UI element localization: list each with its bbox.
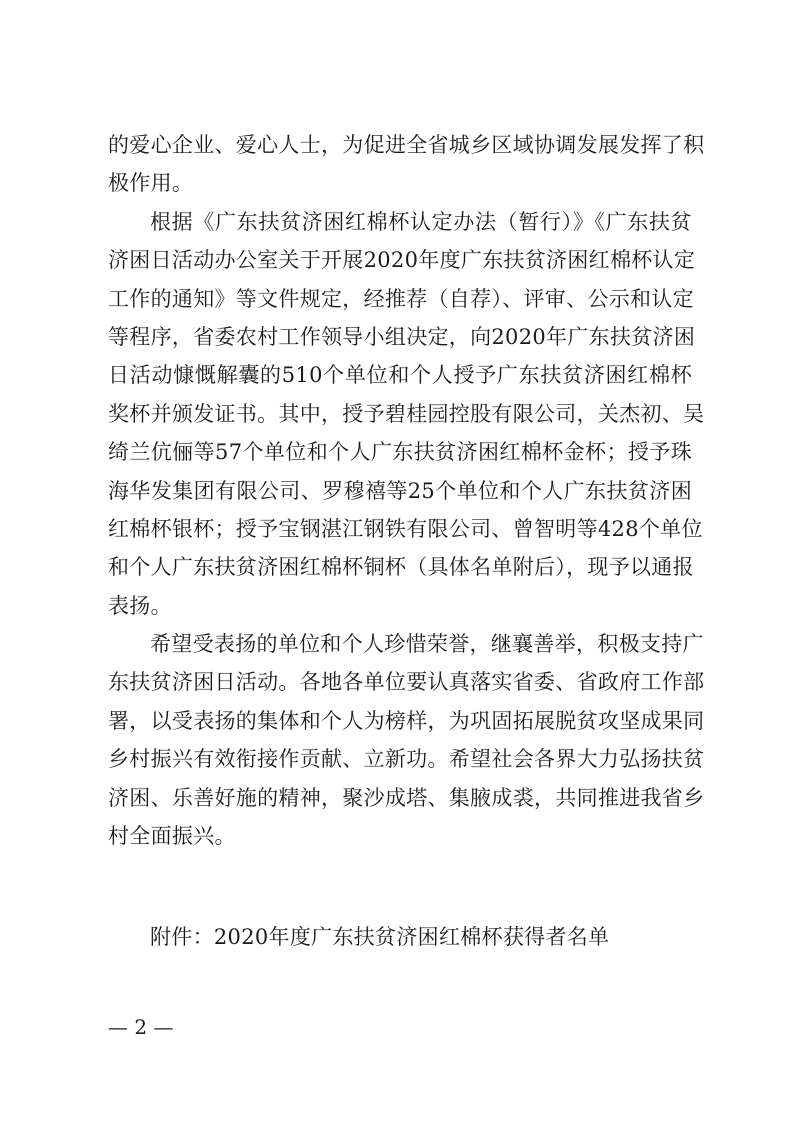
- paragraph-2-line-6: 奖杯并颁发证书。其中，授予碧桂园控股有限公司，关杰初、吴: [108, 401, 705, 426]
- paragraph-2-line-1: 根据《广东扶贫济困红棉杯认定办法（暂行）》《广东扶贫: [150, 209, 692, 234]
- paragraph-3-line-6: 村全面振兴。: [108, 824, 236, 849]
- paragraph-3-line-4: 乡村振兴有效衔接作贡献、立新功。希望社会各界大力弘扬扶贫: [108, 747, 705, 772]
- paragraph-2-line-3: 工作的通知》等文件规定，经推荐（自荐）、评审、公示和认定: [108, 286, 694, 311]
- paragraph-3-line-3: 署，以受表扬的集体和个人为榜样，为巩固拓展脱贫攻坚成果同: [108, 708, 705, 733]
- paragraph-2-line-8: 海华发集团有限公司、罗穆禧等25个单位和个人广东扶贫济困: [108, 478, 692, 503]
- paragraph-2-line-7: 绮兰伉俪等57个单位和个人广东扶贫济困红棉杯金杯；授予珠: [108, 440, 692, 465]
- paragraph-2-line-4: 等程序，省委农村工作领导小组决定，向2020年广东扶贫济困: [108, 324, 696, 349]
- paragraph-2-line-10: 和个人广东扶贫济困红棉杯铜杯（具体名单附后），现予以通报: [108, 555, 694, 580]
- paragraph-1-line-1: 的爱心企业、爱心人士，为促进全省城乡区域协调发展发挥了积: [108, 133, 705, 157]
- paragraph-2-line-11: 表扬。: [108, 593, 172, 618]
- paragraph-2-line-5: 日活动慷慨解囊的510个单位和个人授予广东扶贫济困红棉杯: [108, 363, 692, 388]
- paragraph-2-line-9: 红棉杯银杯；授予宝钢湛江钢铁有限公司、曾智明等428个单位: [108, 516, 703, 541]
- paragraph-2-line-2: 济困日活动办公室关于开展2020年度广东扶贫济困红棉杯认定: [108, 248, 696, 273]
- paragraph-3-line-5: 济困、乐善好施的精神，聚沙成塔、集腋成裘，共同推进我省乡: [108, 785, 705, 810]
- paragraph-3-line-2: 东扶贫济困日活动。各地各单位要认真落实省委、省政府工作部: [108, 670, 705, 695]
- document-body: [108, 126, 705, 855]
- attachment-note: 附件：2020年度广东扶贫济困红棉杯获得者名单: [150, 925, 610, 949]
- page-number: — 2 —: [108, 1015, 174, 1039]
- paragraph-1-line-2: 极作用。: [108, 171, 194, 196]
- paragraph-3-line-1: 希望受表扬的单位和个人珍惜荣誉，继襄善举，积极支持广: [150, 632, 704, 657]
